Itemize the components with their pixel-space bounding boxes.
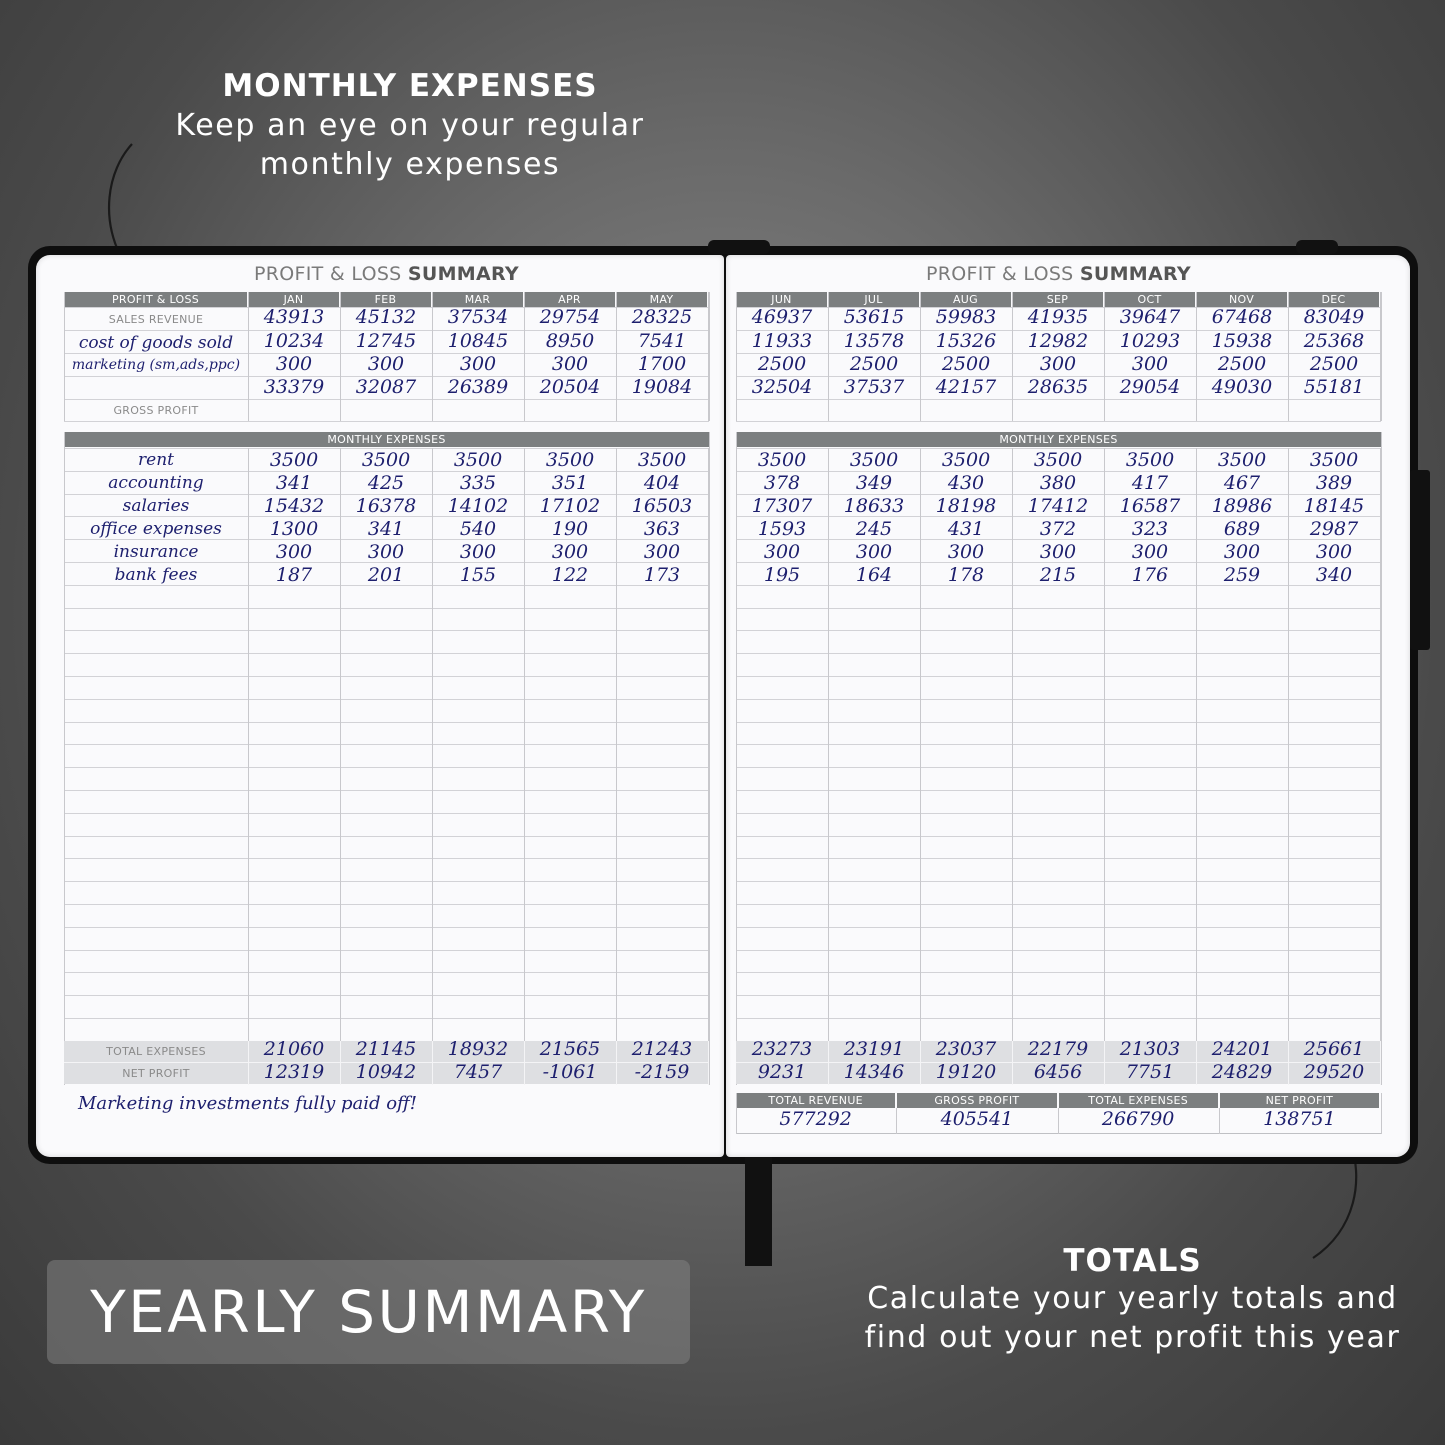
handwritten-value: 300 — [947, 541, 985, 563]
handwritten-value: 300 — [551, 353, 589, 375]
handwritten-value: 53615 — [843, 306, 905, 328]
handwritten-value: 28635 — [1027, 376, 1089, 398]
handwritten-value: 7457 — [453, 1061, 503, 1083]
handwritten-note: Marketing investments fully paid off! — [78, 1093, 418, 1114]
grid-line — [736, 608, 1381, 609]
grid-line — [736, 1093, 737, 1134]
handwritten-value: 2500 — [757, 353, 807, 375]
handwritten-value: 37534 — [447, 306, 509, 328]
handwritten-value: 3500 — [1125, 449, 1175, 471]
handwritten-value: 3500 — [849, 449, 899, 471]
handwritten-label: cost of goods sold — [78, 333, 234, 353]
callout-heading: MONTHLY EXPENSES — [222, 68, 598, 104]
bookmark-ribbon — [745, 1150, 772, 1266]
handwritten-value: 29520 — [1303, 1061, 1365, 1083]
grid-line — [64, 972, 709, 973]
handwritten-value: 16587 — [1119, 495, 1181, 517]
handwritten-value: 300 — [855, 541, 893, 563]
grid-line — [736, 722, 1381, 723]
handwritten-value: 21145 — [355, 1038, 417, 1060]
grid-line — [64, 744, 709, 745]
handwritten-value: 16503 — [631, 495, 693, 517]
month-header: JUN — [736, 292, 827, 307]
handwritten-value: 15326 — [935, 330, 997, 352]
handwritten-value: 3500 — [1217, 449, 1267, 471]
handwritten-value: 1300 — [269, 518, 319, 540]
handwritten-value: 2500 — [1309, 353, 1359, 375]
grid-line — [736, 995, 1381, 996]
handwritten-value: 363 — [643, 518, 681, 540]
section-header: MONTHLY EXPENSES — [736, 432, 1381, 447]
handwritten-value: 1700 — [637, 353, 687, 375]
grid-line — [64, 767, 709, 768]
grid-line — [736, 699, 1381, 700]
handwritten-value: 431 — [947, 518, 985, 540]
month-header: OCT — [1104, 292, 1195, 307]
handwritten-value: 430 — [947, 472, 985, 494]
handwritten-value: -1061 — [542, 1061, 598, 1083]
grid-line — [920, 1041, 921, 1085]
handwritten-value: 7541 — [637, 330, 687, 352]
handwritten-value: 341 — [367, 518, 405, 540]
handwritten-value: 467 — [1223, 472, 1261, 494]
handwritten-value: 245 — [855, 518, 893, 540]
handwritten-value: 540 — [459, 518, 497, 540]
grid-line — [709, 432, 710, 1085]
table-header: PROFIT & LOSS — [64, 292, 247, 307]
handwritten-value: 26389 — [447, 376, 509, 398]
handwritten-value: 19120 — [935, 1061, 997, 1083]
handwritten-value: 6456 — [1033, 1061, 1083, 1083]
handwritten-value: 173 — [643, 564, 681, 586]
grid-line — [1058, 1108, 1059, 1134]
top-band — [708, 240, 770, 254]
handwritten-value: 3500 — [637, 449, 687, 471]
handwritten-value: 15938 — [1211, 330, 1273, 352]
handwritten-value: 16378 — [355, 495, 417, 517]
handwritten-value: 55181 — [1303, 376, 1365, 398]
handwritten-value: 300 — [367, 353, 405, 375]
grid-line — [432, 1041, 433, 1085]
handwritten-value: 300 — [643, 541, 681, 563]
handwritten-value: 33379 — [263, 376, 325, 398]
handwritten-value: 23191 — [843, 1038, 905, 1060]
grid-line — [64, 881, 709, 882]
handwritten-value: 39647 — [1119, 306, 1181, 328]
grid-line — [1219, 1108, 1220, 1134]
month-header: MAY — [616, 292, 707, 307]
totals-header: GROSS PROFIT — [897, 1093, 1056, 1108]
handwritten-value: 21060 — [263, 1038, 325, 1060]
callout-text: Keep an eye on your regular — [175, 108, 645, 143]
grid-line — [248, 1041, 249, 1085]
handwritten-value: 417 — [1131, 472, 1169, 494]
handwritten-value: 11933 — [751, 330, 813, 352]
handwritten-value: 351 — [551, 472, 589, 494]
row-label: TOTAL EXPENSES — [106, 1045, 206, 1058]
callout-heading: TOTALS — [1063, 1243, 1202, 1279]
row-label: SALES REVENUE — [108, 313, 204, 326]
handwritten-value: 32087 — [355, 376, 417, 398]
handwritten-value: 12982 — [1027, 330, 1089, 352]
grid-line — [64, 950, 709, 951]
handwritten-value: 10234 — [263, 330, 325, 352]
grid-line — [736, 767, 1381, 768]
month-header: DEC — [1288, 292, 1379, 307]
handwritten-value: 300 — [1039, 353, 1077, 375]
handwritten-value: 23273 — [751, 1038, 813, 1060]
grid-line — [1380, 292, 1381, 421]
page-title: PROFIT & LOSS SUMMARY — [926, 263, 1191, 285]
handwritten-value: 2500 — [849, 353, 899, 375]
handwritten-value: 122 — [551, 564, 589, 586]
grid-line — [1196, 1041, 1197, 1085]
grid-line — [736, 630, 1381, 631]
grid-line — [616, 1041, 617, 1085]
grid-line — [736, 790, 1381, 791]
handwritten-value: 23037 — [935, 1038, 997, 1060]
handwritten-value: 45132 — [355, 306, 417, 328]
grid-line — [1380, 1041, 1381, 1085]
grid-line — [708, 448, 709, 1085]
handwritten-value: 3500 — [545, 449, 595, 471]
page-title: PROFIT & LOSS SUMMARY — [254, 263, 519, 285]
grid-line — [736, 421, 1381, 422]
handwritten-value: 32504 — [751, 376, 813, 398]
handwritten-value: 46937 — [751, 306, 813, 328]
handwritten-value: 22179 — [1027, 1038, 1089, 1060]
handwritten-value: 3500 — [453, 449, 503, 471]
handwritten-value: 17307 — [751, 495, 813, 517]
handwritten-value: 1593 — [757, 518, 807, 540]
grid-line — [708, 1041, 709, 1085]
yearly-summary-banner: YEARLY SUMMARY — [47, 1260, 690, 1364]
grid-line — [64, 904, 709, 905]
handwritten-value: 195 — [763, 564, 801, 586]
grid-line — [64, 836, 709, 837]
grid-line — [64, 790, 709, 791]
grid-line — [64, 995, 709, 996]
totals-header: TOTAL EXPENSES — [1059, 1093, 1218, 1108]
grid-line — [340, 1041, 341, 1085]
grid-line — [64, 927, 709, 928]
handwritten-value: 340 — [1315, 564, 1353, 586]
handwritten-value: 300 — [459, 353, 497, 375]
handwritten-value: 20504 — [539, 376, 601, 398]
handwritten-label: insurance — [113, 542, 199, 562]
handwritten-value: 300 — [275, 353, 313, 375]
grid-line — [709, 292, 710, 421]
totals-value: 577292 — [779, 1108, 852, 1130]
handwritten-value: 2500 — [941, 353, 991, 375]
handwritten-value: 2500 — [1217, 353, 1267, 375]
handwritten-value: 83049 — [1303, 306, 1365, 328]
grid-line — [64, 722, 709, 723]
handwritten-value: 3500 — [757, 449, 807, 471]
grid-line — [64, 676, 709, 677]
handwritten-label: office expenses — [90, 519, 222, 539]
handwritten-value: 3500 — [1309, 449, 1359, 471]
handwritten-value: 372 — [1039, 518, 1077, 540]
elastic-band — [1410, 470, 1430, 650]
month-header: SEP — [1012, 292, 1103, 307]
callout-text: find out your net profit this year — [864, 1320, 1401, 1355]
handwritten-value: 7751 — [1125, 1061, 1175, 1083]
grid-line — [736, 858, 1381, 859]
handwritten-value: 24201 — [1211, 1038, 1273, 1060]
totals-header: NET PROFIT — [1220, 1093, 1379, 1108]
handwritten-value: 15432 — [263, 495, 325, 517]
handwritten-value: 17102 — [539, 495, 601, 517]
grid-line — [736, 836, 1381, 837]
handwritten-value: 25368 — [1303, 330, 1365, 352]
grid-line — [736, 653, 1381, 654]
handwritten-label: marketing (sm,ads,ppc) — [71, 357, 241, 373]
handwritten-value: 2987 — [1309, 518, 1359, 540]
handwritten-value: 178 — [947, 564, 985, 586]
month-header: NOV — [1196, 292, 1287, 307]
handwritten-value: 21243 — [631, 1038, 693, 1060]
handwritten-value: 323 — [1131, 518, 1169, 540]
month-header: FEB — [340, 292, 431, 307]
handwritten-value: 49030 — [1211, 376, 1273, 398]
grid-line — [736, 1133, 1381, 1134]
top-band — [1296, 240, 1338, 254]
grid-line — [736, 972, 1381, 973]
handwritten-value: 28325 — [631, 306, 693, 328]
handwritten-value: 190 — [551, 518, 589, 540]
handwritten-value: 3500 — [361, 449, 411, 471]
row-label: NET PROFIT — [122, 1067, 190, 1080]
month-header: JAN — [248, 292, 339, 307]
grid-line — [64, 653, 709, 654]
callout-text: monthly expenses — [259, 147, 561, 182]
handwritten-value: 335 — [459, 472, 497, 494]
handwritten-value: 378 — [763, 472, 801, 494]
totals-header: TOTAL REVENUE — [736, 1093, 895, 1108]
handwritten-value: 18145 — [1303, 495, 1365, 517]
grid-line — [736, 676, 1381, 677]
handwritten-value: 19084 — [631, 376, 693, 398]
handwritten-value: 25661 — [1303, 1038, 1365, 1060]
handwritten-value: 176 — [1131, 564, 1169, 586]
handwritten-value: 17412 — [1027, 495, 1089, 517]
grid-line — [896, 1108, 897, 1134]
grid-line — [64, 421, 709, 422]
month-header: AUG — [920, 292, 1011, 307]
handwritten-value: 14346 — [843, 1061, 905, 1083]
handwritten-label: rent — [138, 450, 174, 470]
grid-line — [708, 292, 709, 421]
handwritten-value: 215 — [1039, 564, 1077, 586]
handwritten-value: 29754 — [539, 306, 601, 328]
handwritten-label: bank fees — [114, 565, 198, 585]
monthly-expenses-callout — [150, 68, 670, 184]
handwritten-value: 380 — [1039, 472, 1077, 494]
handwritten-value: 300 — [459, 541, 497, 563]
month-header: MAR — [432, 292, 523, 307]
handwritten-value: 18932 — [447, 1038, 509, 1060]
handwritten-value: 9231 — [757, 1061, 807, 1083]
handwritten-value: 3500 — [269, 449, 319, 471]
handwritten-value: 12319 — [263, 1061, 325, 1083]
grid-line — [1104, 1041, 1105, 1085]
grid-line — [1381, 292, 1382, 421]
grid-line — [736, 950, 1381, 951]
handwritten-value: 300 — [275, 541, 313, 563]
grid-line — [64, 813, 709, 814]
handwritten-value: 341 — [275, 472, 313, 494]
handwritten-value: 300 — [367, 541, 405, 563]
handwritten-value: 10293 — [1119, 330, 1181, 352]
handwritten-value: 155 — [459, 564, 497, 586]
handwritten-value: 300 — [1131, 353, 1169, 375]
handwritten-value: 300 — [551, 541, 589, 563]
totals-value: 138751 — [1263, 1108, 1336, 1130]
grid-line — [64, 699, 709, 700]
grid-line — [524, 1041, 525, 1085]
handwritten-value: 425 — [367, 472, 405, 494]
handwritten-value: 67468 — [1211, 306, 1273, 328]
handwritten-value: 689 — [1223, 518, 1261, 540]
handwritten-value: 21303 — [1119, 1038, 1181, 1060]
handwritten-value: 389 — [1315, 472, 1353, 494]
handwritten-value: -2159 — [634, 1061, 690, 1083]
handwritten-value: 42157 — [935, 376, 997, 398]
handwritten-value: 300 — [1223, 541, 1261, 563]
grid-line — [736, 744, 1381, 745]
callout-text: Calculate your yearly totals and — [867, 1281, 1398, 1316]
handwritten-value: 201 — [367, 564, 405, 586]
handwritten-value: 300 — [1131, 541, 1169, 563]
grid-line — [1380, 448, 1381, 1085]
grid-line — [736, 1018, 1381, 1019]
handwritten-value: 10942 — [355, 1061, 417, 1083]
handwritten-value: 187 — [275, 564, 313, 586]
handwritten-value: 21565 — [539, 1038, 601, 1060]
totals-value: 405541 — [940, 1108, 1014, 1130]
handwritten-value: 3500 — [941, 449, 991, 471]
handwritten-value: 24829 — [1211, 1061, 1273, 1083]
handwritten-value: 300 — [763, 541, 801, 563]
grid-line — [736, 813, 1381, 814]
handwritten-value: 14102 — [447, 495, 509, 517]
handwritten-value: 59983 — [935, 306, 997, 328]
handwritten-value: 29054 — [1119, 376, 1181, 398]
grid-line — [828, 1041, 829, 1085]
handwritten-value: 18198 — [935, 495, 997, 517]
section-header: MONTHLY EXPENSES — [64, 432, 709, 447]
grid-line — [1288, 1041, 1289, 1085]
grid-line — [736, 881, 1381, 882]
handwritten-value: 41935 — [1027, 306, 1089, 328]
grid-line — [64, 630, 709, 631]
grid-line — [64, 858, 709, 859]
grid-line — [64, 608, 709, 609]
grid-line — [736, 927, 1381, 928]
handwritten-value: 300 — [1039, 541, 1077, 563]
handwritten-value: 37537 — [843, 376, 905, 398]
month-header: JUL — [828, 292, 919, 307]
handwritten-label: accounting — [108, 473, 204, 493]
grid-line — [736, 399, 1381, 400]
handwritten-value: 13578 — [843, 330, 905, 352]
handwritten-value: 43913 — [263, 306, 325, 328]
handwritten-value: 404 — [643, 472, 681, 494]
handwritten-label: salaries — [122, 496, 190, 516]
grid-line — [64, 1018, 709, 1019]
totals-value: 266790 — [1101, 1108, 1175, 1130]
handwritten-value: 18633 — [843, 495, 905, 517]
grid-line — [64, 399, 709, 400]
handwritten-value: 3500 — [1033, 449, 1083, 471]
handwritten-value: 12745 — [355, 330, 417, 352]
handwritten-value: 349 — [855, 472, 893, 494]
handwritten-value: 18986 — [1211, 495, 1273, 517]
grid-line — [1381, 432, 1382, 1085]
handwritten-value: 259 — [1223, 564, 1261, 586]
row-label: GROSS PROFIT — [113, 404, 199, 417]
grid-line — [1012, 1041, 1013, 1085]
handwritten-value: 8950 — [545, 330, 595, 352]
grid-line — [736, 904, 1381, 905]
handwritten-value: 300 — [1315, 541, 1353, 563]
handwritten-value: 164 — [855, 564, 893, 586]
grid-line — [1381, 1093, 1382, 1134]
month-header: APR — [524, 292, 615, 307]
handwritten-value: 10845 — [447, 330, 509, 352]
